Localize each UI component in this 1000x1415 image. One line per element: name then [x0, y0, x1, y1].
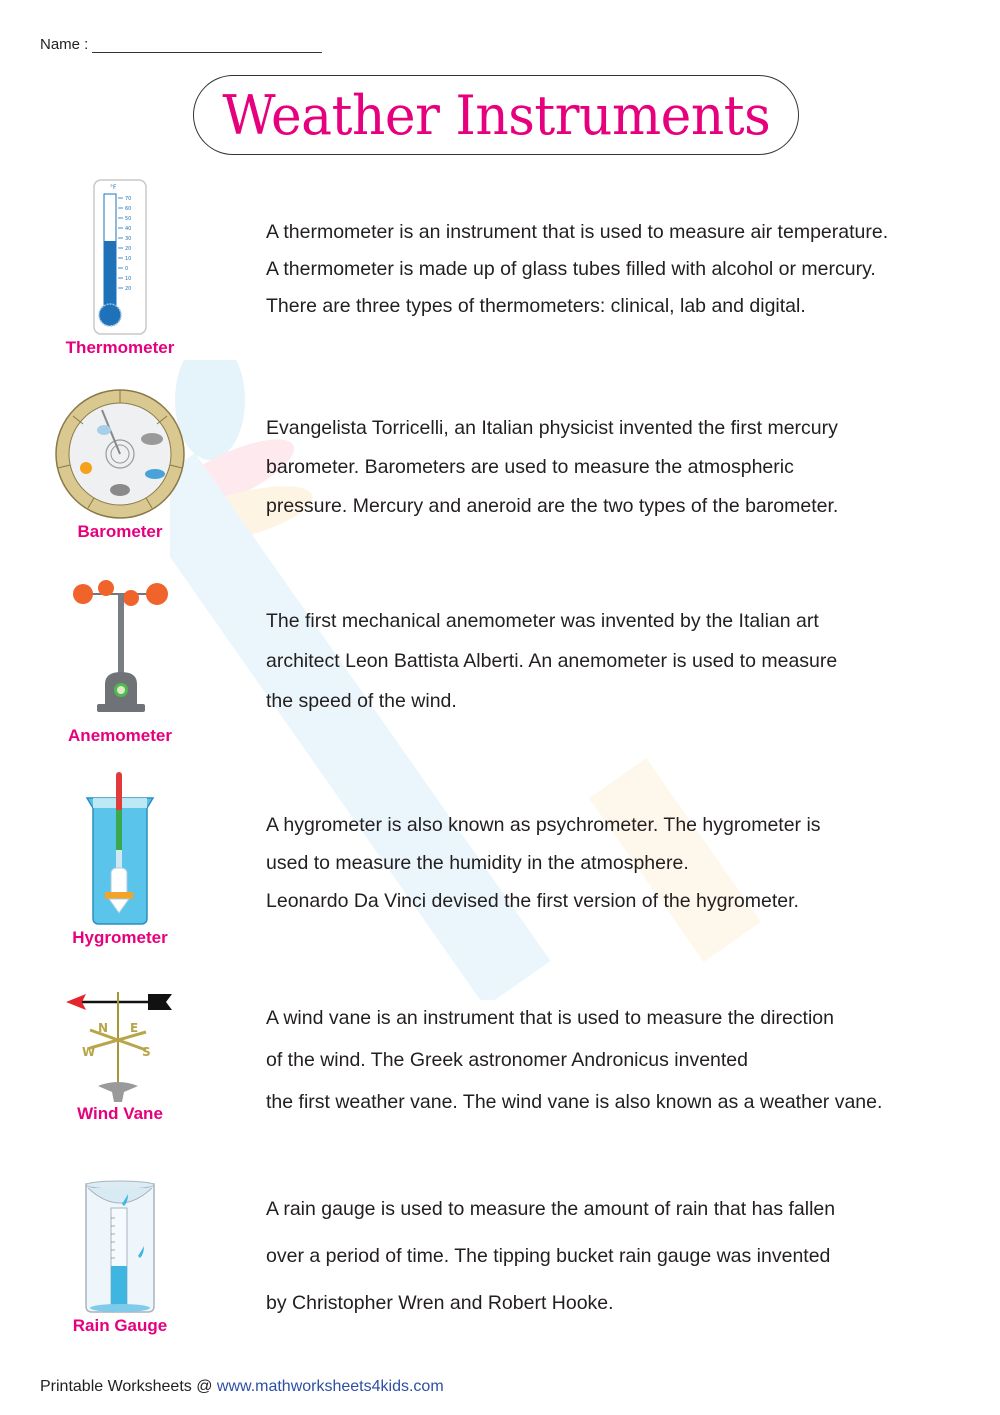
svg-text:20: 20 [125, 246, 132, 252]
svg-text:S: S [142, 1045, 151, 1059]
description-line: of the wind. The Greek astronomer Andronicus invented [266, 1049, 748, 1071]
svg-text:E: E [130, 1021, 139, 1035]
description-line: Evangelista Torricelli, an Italian physicist invented the first mercury [266, 417, 838, 439]
svg-text:N: N [98, 1021, 109, 1035]
description-line: pressure. Mercury and aneroid are the two types of the barometer. [266, 495, 839, 517]
instrument-label: Rain Gauge [72, 1316, 168, 1335]
svg-text:30: 30 [125, 236, 132, 242]
description-line: architect Leon Battista Alberti. An anemometer is used to measure [266, 650, 838, 672]
description-line: used to measure the humidity in the atmosphere. [266, 852, 689, 874]
thermometer-icon [92, 178, 148, 336]
description-line: by Christopher Wren and Robert Hooke. [266, 1292, 614, 1314]
instrument-label: Anemometer [68, 726, 172, 745]
description-line: There are three types of thermometers: clinical, lab and digital. [266, 295, 806, 317]
name-field [40, 34, 322, 53]
name-blank-line[interactable] [92, 34, 322, 53]
page-title: Weather Instruments [222, 83, 770, 147]
anemometer-icon [65, 576, 175, 724]
svg-text:°F: °F [110, 184, 117, 191]
description-line: A wind vane is an instrument that is used to measure the direction [266, 1007, 834, 1029]
description-line: Leonardo Da Vinci devised the first version of the hygrometer. [266, 890, 799, 912]
instrument-label: Hygrometer [72, 928, 168, 947]
description-line: The first mechanical anemometer was invented by the Italian art [266, 610, 819, 632]
wind-vane-icon [60, 990, 180, 1102]
hygrometer-icon [75, 768, 165, 926]
svg-text:10: 10 [125, 256, 132, 262]
description-line: A thermometer is made up of glass tubes filled with alcohol or mercury. [266, 258, 876, 280]
rain-gauge-icon [80, 1178, 160, 1314]
svg-text:0: 0 [125, 266, 129, 272]
svg-text:60: 60 [125, 206, 132, 212]
description-line: the first weather vane. The wind vane is also known as a weather vane. [266, 1091, 883, 1113]
instrument-label: Thermometer [65, 338, 175, 357]
description-line: A hygrometer is also known as psychrometer. The hygrometer is [266, 814, 821, 836]
description-line: A rain gauge is used to measure the amount of rain that has fallen [266, 1198, 836, 1220]
svg-text:50: 50 [125, 216, 132, 222]
name-label: Name : [40, 36, 89, 53]
svg-text:W: W [82, 1045, 96, 1059]
footer [40, 1378, 444, 1396]
svg-text:70: 70 [125, 196, 132, 202]
barometer-icon [54, 388, 186, 520]
footer-prefix: Printable Worksheets @ [40, 1378, 217, 1395]
description-line: barometer. Barometers are used to measure the atmospheric [266, 456, 794, 478]
svg-text:20: 20 [125, 286, 132, 292]
svg-text:10: 10 [125, 276, 132, 282]
description-line: the speed of the wind. [266, 690, 457, 712]
title-banner [193, 75, 799, 155]
svg-text:40: 40 [125, 226, 132, 232]
instrument-label: Barometer [77, 522, 163, 541]
footer-link[interactable]: www.mathworksheets4kids.com [216, 1378, 444, 1395]
instrument-label: Wind Vane [77, 1104, 163, 1123]
description-line: A thermometer is an instrument that is used to measure air temperature. [266, 221, 889, 243]
description-line: over a period of time. The tipping bucket rain gauge was invented [266, 1245, 831, 1267]
